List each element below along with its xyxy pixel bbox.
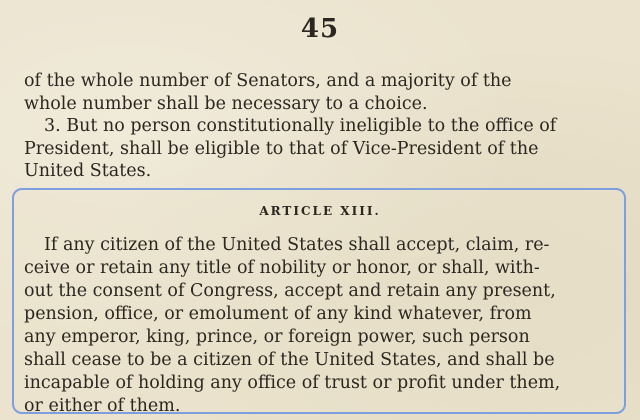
article-line: incapable of holding any office of trust or profit under them, [24, 373, 561, 393]
article-line: pension, office, or emolument of any kind whatever, from [24, 304, 532, 324]
article-line: or either of them. [24, 396, 181, 416]
article-line: any emperor, king, prince, or foreign power, such person [24, 327, 530, 347]
text-line: United States. [24, 161, 152, 181]
page-number: 45 [300, 14, 340, 44]
text-line: whole number shall be necessary to a choice. [24, 93, 428, 114]
article-line: ceive or retain any title of nobility or honor, or shall, with- [24, 258, 540, 278]
article-heading: ARTICLE XIII. [259, 204, 381, 218]
article-line: shall cease to be a citizen of the United States, and shall be [24, 350, 555, 370]
article-text-block [24, 234, 616, 418]
text-line: of the whole number of Senators, and a majority of the [24, 71, 512, 91]
article-line: If any citizen of the United States shall accept, claim, re- [44, 235, 550, 255]
text-line: 3. But no person constitutionally ineligible to the office of [44, 116, 557, 136]
article-line: out the consent of Congress, accept and retain any present, [24, 281, 556, 301]
top-text-block [24, 70, 616, 183]
text-line: President, shall be eligible to that of Vice-President of the [24, 138, 539, 159]
